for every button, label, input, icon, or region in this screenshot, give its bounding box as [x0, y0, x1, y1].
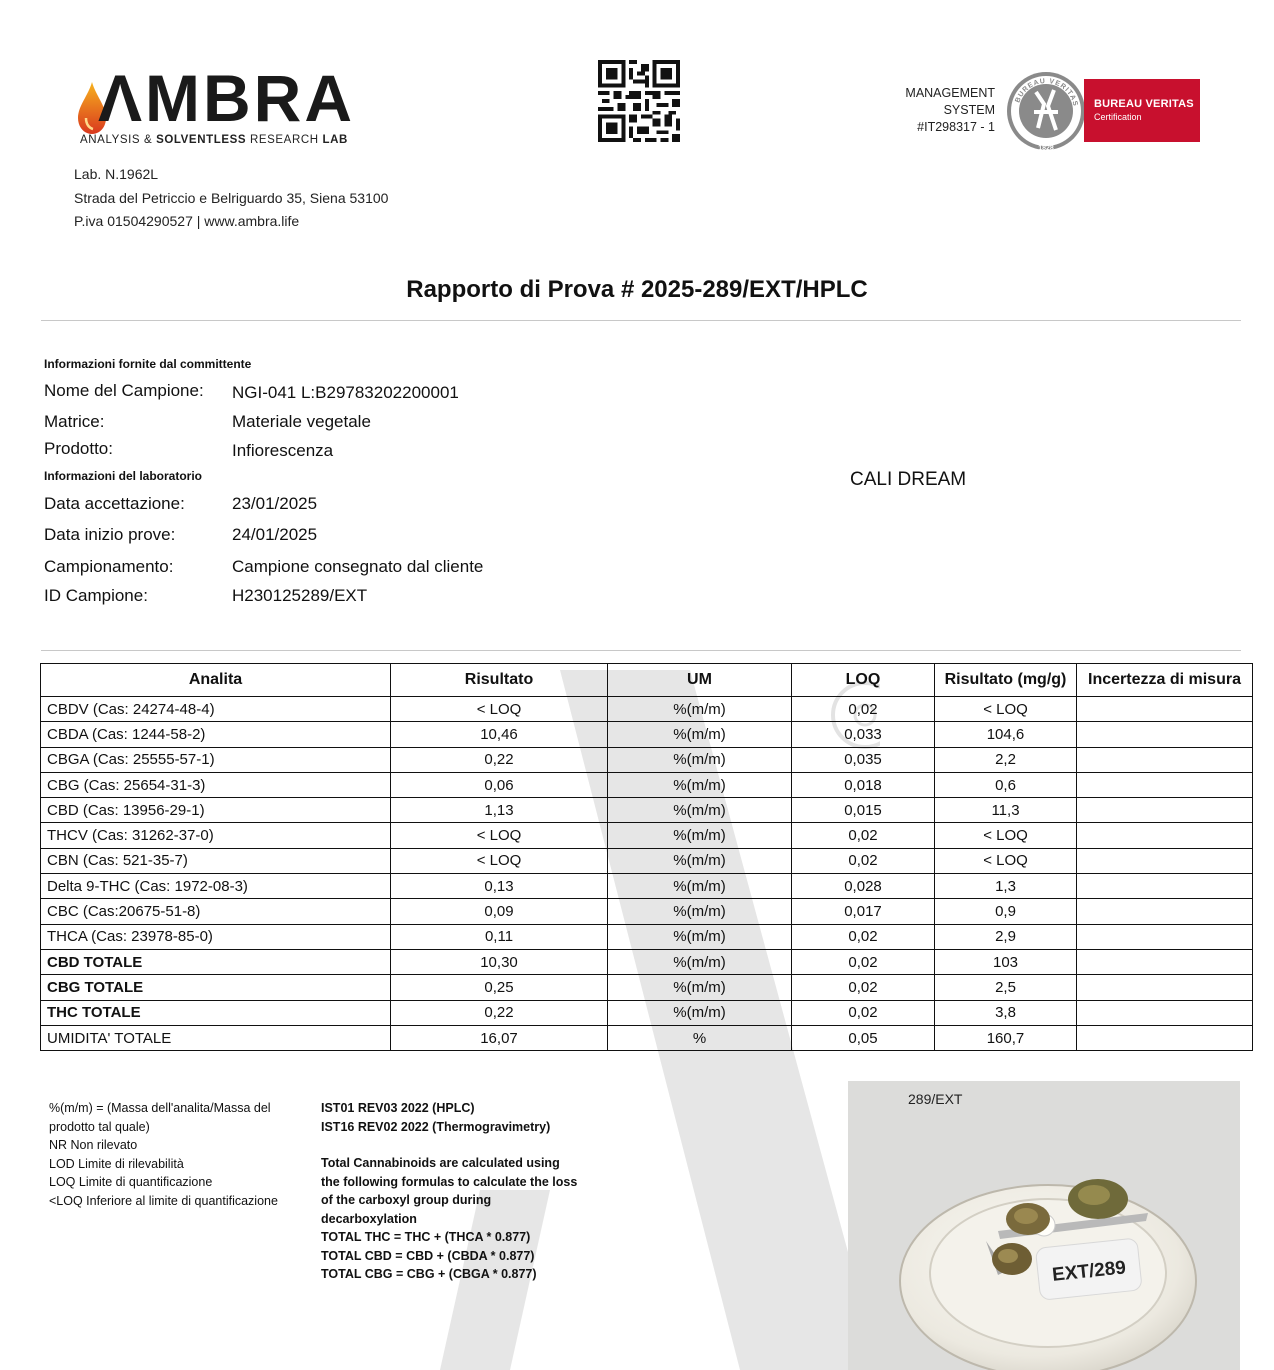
cell-loq: 0,033 [792, 722, 935, 747]
formula: TOTAL CBD = CBD + (CBDA * 0.877) [321, 1248, 535, 1263]
table-row [41, 949, 1253, 974]
cell-um: %(m/m) [608, 722, 792, 747]
info-label: Campionamento: [44, 557, 174, 576]
cell-loq: 0,02 [792, 1000, 935, 1025]
cell-um: %(m/m) [608, 747, 792, 772]
cell-mg: 2,2 [935, 747, 1077, 772]
cell-uncertainty [1077, 722, 1253, 747]
cell-result: < LOQ [391, 697, 608, 722]
cell-result: 0,22 [391, 1000, 608, 1025]
cell-mg: 11,3 [935, 798, 1077, 823]
report-title: Rapporto di Prova # 2025-289/EXT/HPLC [406, 276, 868, 303]
cell-result: 16,07 [391, 1025, 608, 1050]
info-label: ID Campione: [44, 586, 148, 605]
cell-loq: 0,02 [792, 823, 935, 848]
cell-analyte: CBG (Cas: 25654-31-3) [41, 772, 391, 797]
cell-mg: < LOQ [935, 848, 1077, 873]
table-row [41, 874, 1253, 899]
cell-result: 0,25 [391, 975, 608, 1000]
cell-result: 0,13 [391, 874, 608, 899]
svg-text:BUREAU VERITAS: BUREAU VERITAS [1014, 77, 1079, 108]
sample-label: EXT/289 [1051, 1257, 1127, 1286]
info-value: Infiorescenza [232, 441, 334, 460]
cell-um: %(m/m) [608, 975, 792, 1000]
legend-item: <LOQ Inferiore al limite di quantificazione [49, 1193, 278, 1208]
method-line: IST01 REV03 2022 (HPLC) [321, 1101, 475, 1115]
svg-text:1828: 1828 [1038, 145, 1054, 152]
info-label: Prodotto: [44, 439, 113, 458]
table-header-row [41, 664, 1253, 697]
cell-mg: 2,5 [935, 975, 1077, 1000]
bureau-veritas-badge: BUREAU VERITAS Certification [1084, 79, 1200, 142]
cell-analyte: CBC (Cas:20675-51-8) [41, 899, 391, 924]
table-row [41, 697, 1253, 722]
info-value: H230125289/EXT [232, 586, 368, 605]
cell-result: 0,22 [391, 747, 608, 772]
cell-analyte: Delta 9-THC (Cas: 1972-08-3) [41, 874, 391, 899]
table-row [41, 722, 1253, 747]
info-label: Matrice: [44, 412, 105, 431]
logo-tagline: ANALYSIS & SOLVENTLESS RESEARCH LAB [80, 134, 348, 146]
table-row [41, 823, 1253, 848]
cell-loq: 0,02 [792, 924, 935, 949]
certification-text: MANAGEMENT SYSTEM #IT298317 - 1 [905, 86, 995, 134]
col-header-loq: LOQ [792, 664, 935, 697]
legend-item: NR Non rilevato [49, 1138, 138, 1152]
lab-info-heading: Informazioni del laboratorio [44, 469, 203, 483]
cell-uncertainty [1077, 949, 1253, 974]
cell-mg: 103 [935, 949, 1077, 974]
strain-name: CALI DREAM [850, 469, 967, 490]
cell-mg: 0,6 [935, 772, 1077, 797]
cell-analyte: CBDA (Cas: 1244-58-2) [41, 722, 391, 747]
cell-um: %(m/m) [608, 772, 792, 797]
cell-mg: < LOQ [935, 697, 1077, 722]
cell-mg: 160,7 [935, 1025, 1077, 1050]
cell-um: %(m/m) [608, 899, 792, 924]
cell-analyte: CBD (Cas: 13956-29-1) [41, 798, 391, 823]
cell-loq: 0,02 [792, 949, 935, 974]
cell-uncertainty [1077, 899, 1253, 924]
lab-number: Lab. N.1962L [74, 166, 159, 182]
cell-result: 10,46 [391, 722, 608, 747]
cell-loq: 0,028 [792, 874, 935, 899]
table-row [41, 899, 1253, 924]
cell-analyte: CBGA (Cas: 25555-57-1) [41, 747, 391, 772]
cell-uncertainty [1077, 1025, 1253, 1050]
divider [41, 650, 1241, 651]
lab-vat-website: P.iva 01504290527 | www.ambra.life [74, 213, 300, 229]
calculation-note: Total Cannabinoids are calculated using the following formulas to calculate the loss of the carboxyl group during decarboxylation [321, 1156, 578, 1226]
cell-result: 10,30 [391, 949, 608, 974]
ambra-logo [78, 61, 378, 150]
cell-analyte: CBN (Cas: 521-35-7) [41, 848, 391, 873]
sample-jar-illustration [848, 1081, 1240, 1370]
cell-uncertainty [1077, 1000, 1253, 1025]
client-info-heading: Informazioni fornite dal committente [44, 357, 252, 371]
cell-analyte: UMIDITA' TOTALE [41, 1025, 391, 1050]
cell-mg: 0,9 [935, 899, 1077, 924]
legend-item: LOD Limite di rilevabilità [49, 1156, 184, 1171]
cell-analyte: CBD TOTALE [41, 949, 391, 974]
cell-um: %(m/m) [608, 874, 792, 899]
cell-loq: 0,018 [792, 772, 935, 797]
info-value: Materiale vegetale [232, 412, 371, 431]
cell-mg: 1,3 [935, 874, 1077, 899]
info-value: 23/01/2025 [232, 494, 318, 513]
cell-uncertainty [1077, 747, 1253, 772]
cell-analyte: THCV (Cas: 31262-37-0) [41, 823, 391, 848]
cell-loq: 0,02 [792, 848, 935, 873]
cell-mg: < LOQ [935, 823, 1077, 848]
table-row [41, 798, 1253, 823]
cell-uncertainty [1077, 772, 1253, 797]
cell-analyte: THC TOTALE [41, 1000, 391, 1025]
info-label: Data inizio prove: [44, 525, 176, 544]
cell-uncertainty [1077, 697, 1253, 722]
table-row [41, 747, 1253, 772]
cell-uncertainty [1077, 975, 1253, 1000]
cell-loq: 0,02 [792, 697, 935, 722]
cell-loq: 0,02 [792, 975, 935, 1000]
col-header-analita: Analita [41, 664, 391, 697]
cell-um: %(m/m) [608, 697, 792, 722]
method-line: IST16 REV02 2022 (Thermogravimetry) [321, 1119, 551, 1134]
cell-um: % [608, 1025, 792, 1050]
logo-wordmark: ΛMBRA [98, 61, 355, 135]
cell-um: %(m/m) [608, 798, 792, 823]
cell-analyte: THCA (Cas: 23978-85-0) [41, 924, 391, 949]
cell-loq: 0,015 [792, 798, 935, 823]
legend-item: LOQ Limite di quantificazione [49, 1175, 213, 1189]
photo-caption: 289/EXT [908, 1091, 963, 1107]
table-row [41, 1000, 1253, 1025]
legend-item: %(m/m) = (Massa dell'analita/Massa del prodotto tal quale) [49, 1101, 271, 1134]
table-row [41, 772, 1253, 797]
cell-um: %(m/m) [608, 823, 792, 848]
cell-uncertainty [1077, 874, 1253, 899]
cell-mg: 3,8 [935, 1000, 1077, 1025]
cell-loq: 0,035 [792, 747, 935, 772]
col-header-incertezza: Incertezza di misura [1077, 664, 1253, 697]
cell-mg: 104,6 [935, 722, 1077, 747]
qr-code[interactable] [598, 60, 680, 142]
bureau-veritas-seal [1006, 68, 1086, 154]
table-row [41, 924, 1253, 949]
sample-photo [848, 1081, 1240, 1370]
cell-um: %(m/m) [608, 924, 792, 949]
cell-analyte: CBDV (Cas: 24274-48-4) [41, 697, 391, 722]
cell-result: 0,09 [391, 899, 608, 924]
legend-notes [49, 1099, 309, 1210]
info-value: NGI-041 L:B29783202200001 [232, 383, 459, 402]
formula: TOTAL CBG = CBG + (CBGA * 0.877) [321, 1267, 537, 1281]
formula: TOTAL THC = THC + (THCA * 0.877) [321, 1230, 531, 1244]
cell-uncertainty [1077, 798, 1253, 823]
cell-uncertainty [1077, 823, 1253, 848]
cell-um: %(m/m) [608, 1000, 792, 1025]
cell-um: %(m/m) [608, 848, 792, 873]
cell-result: 0,06 [391, 772, 608, 797]
cell-loq: 0,05 [792, 1025, 935, 1050]
lab-address: Strada del Petriccio e Belriguardo 35, Siena 53100 [74, 189, 389, 206]
divider [41, 320, 1241, 321]
lab-address-block [74, 163, 388, 234]
cell-uncertainty [1077, 848, 1253, 873]
col-header-risultato: Risultato [391, 664, 608, 697]
info-label: Data accettazione: [44, 494, 185, 513]
table-row [41, 975, 1253, 1000]
cell-mg: 2,9 [935, 924, 1077, 949]
results-table [40, 663, 1253, 1051]
info-value: 24/01/2025 [232, 525, 318, 544]
cell-uncertainty [1077, 924, 1253, 949]
info-value: Campione consegnato dal cliente [232, 557, 484, 576]
cell-loq: 0,017 [792, 899, 935, 924]
info-label: Nome del Campione: [44, 381, 204, 400]
cell-result: 1,13 [391, 798, 608, 823]
cell-um: %(m/m) [608, 949, 792, 974]
cell-analyte: CBG TOTALE [41, 975, 391, 1000]
table-row [41, 1025, 1253, 1050]
cell-result: < LOQ [391, 823, 608, 848]
cell-result: < LOQ [391, 848, 608, 873]
methods-notes [321, 1099, 581, 1284]
col-header-risultato-mg: Risultato (mg/g) [935, 664, 1077, 697]
table-row [41, 848, 1253, 873]
col-header-um: UM [608, 664, 792, 697]
cell-result: 0,11 [391, 924, 608, 949]
